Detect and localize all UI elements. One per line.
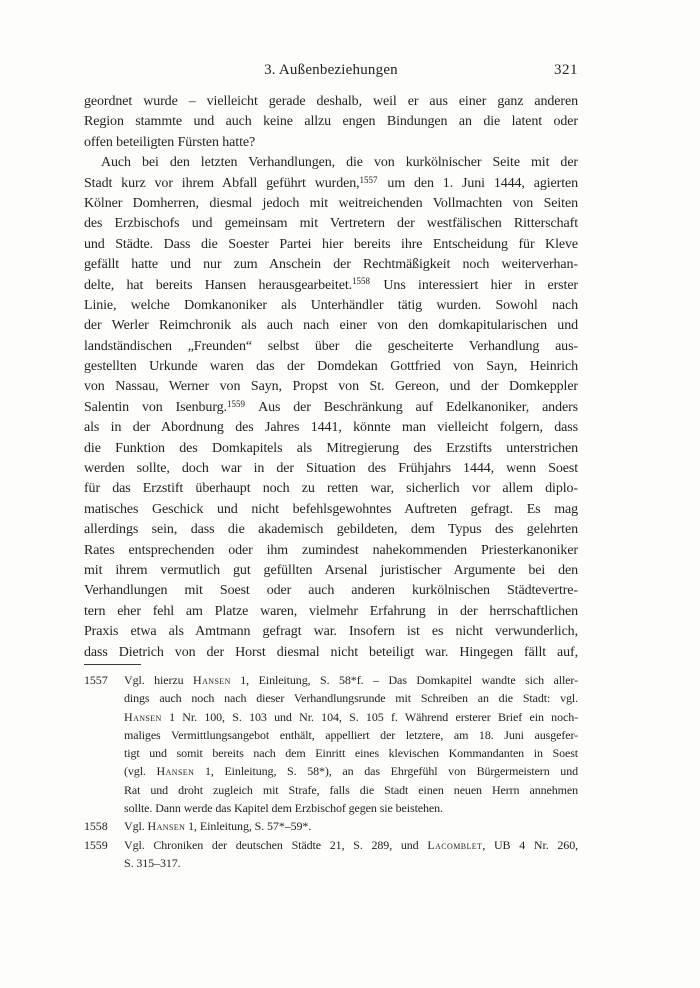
text-line: Kölner Domherren, diesmal jedoch mit weitreichenden Vollmachten von Seiten — [84, 195, 578, 211]
page-header — [84, 60, 578, 80]
page-number: 321 — [554, 62, 578, 78]
text-line: Linie, welche Domkanoniker als Unterhändler tätig wurden. Sowohl nach — [84, 297, 578, 313]
text-line: S. 315–317. — [124, 855, 181, 870]
footnote-number: 1558 — [84, 819, 108, 834]
footnote-text — [124, 671, 578, 817]
footnote-ref: 1557 — [359, 174, 378, 185]
text-line: Rat und droht zugleich mit Strafe, falls die Stadt einen neuen Herrn annehmen — [124, 782, 578, 797]
text-line: gestellten Urkunde waren das der Domdekan Gottfried von Sayn, Heinrich — [84, 359, 578, 375]
small-caps-name: Hansen — [193, 673, 231, 687]
text-line: dass Dietrich von der Horst diesmal nicht beteiligt war. Hingegen fällt auf, — [84, 644, 578, 660]
text-line: Stadt kurz vor ihrem Abfall geführt wurden,$^{1557}$ um den 1. Juni 1444, agierten — [84, 174, 578, 191]
text-line: gefällt hatte und nur zum Anschein der Rechtmäßigkeit noch weiterverhan- — [84, 257, 578, 273]
text-line: Vgl. hierzu Hansen 1, Einleitung, S. 58*f. – Das Domkapitel wandte sich aller- — [124, 673, 578, 687]
text-line: maliges Vermittlungsangebot enthält, appelliert der letztere, am 18. Juni ausgefer- — [124, 727, 578, 742]
text-line: und Städte. Dass die Soester Partei hier bereits ihre Entscheidung für Kleve — [84, 236, 578, 252]
text-line: des Erzbischofs und gemeinsam mit Vertretern der westfälischen Ritterschaft — [84, 216, 578, 232]
text-line: sollte. Dann werde das Kapitel dem Erzbischof gegen sie beistehen. — [124, 801, 443, 816]
small-caps-name: Hansen — [124, 709, 162, 724]
small-caps-name: Hansen — [156, 764, 195, 779]
text-line: offen beteiligten Fürsten hatte? — [84, 134, 256, 150]
text-line: Vgl. Chroniken der deutschen Städte 21, S. 289, und Lacomblet, UB 4 Nr. 260, — [124, 837, 578, 852]
text-line: tigt und somit bereits nach dem Einritt eines klevischen Kommandanten in Soest — [124, 746, 578, 761]
text-line: Region stammte und auch keine allzu engen Bindungen an die latent oder — [84, 114, 578, 130]
footnote-number: 1559 — [84, 837, 108, 852]
text-line: (vgl. Hansen 1, Einleitung, S. 58*), an das Ehrgefühl von Bürgermeistern und — [124, 764, 578, 779]
text-line: der Werler Reimchronik als auch nach einer von den domkapitularischen und — [84, 318, 578, 334]
footnote-ref: 1559 — [226, 398, 245, 409]
footnote-text — [124, 817, 578, 835]
running-title: 3. Außenbeziehungen — [264, 62, 398, 78]
text-line: mit ihrem vermutlich gut gefüllten Arsenal juristischer Argumente bei den — [84, 562, 578, 578]
text-line: Rates entsprechenden oder ihm zumindest nahekommenden Priesterkanoniker — [84, 542, 578, 558]
footnotes — [84, 671, 578, 872]
footnote-ref: 1558 — [352, 276, 371, 287]
text-line: Vgl. Hansen 1, Einleitung, S. 57*–59*. — [124, 819, 312, 834]
text-line: tern eher fehl am Platze waren, vielmehr Erfahrung in der herrschaftlichen — [84, 603, 578, 619]
text-line: geordnet wurde – vielleicht gerade deshalb, weil er aus einer ganz anderen — [84, 94, 578, 109]
footnote-text — [124, 836, 578, 873]
text-line: allerdings sein, dass die akademisch gebildeten, dem Typus des gelehrten — [84, 522, 578, 538]
footnote-separator — [84, 664, 141, 665]
body-text — [84, 92, 578, 663]
text-line: landständischen „Freunden“ selbst über die gescheiterte Verhandlung aus- — [84, 338, 578, 354]
text-line: delte, hat bereits Hansen herausgearbeitet.$^{1558}$ Uns interessiert hier in erster — [84, 276, 578, 293]
text-line: matisches Geschick und nicht befehlsgewohntes Auftreten gefragt. Es mag — [84, 501, 578, 517]
text-line: werden sollte, doch war in der Situation des Frühjahrs 1444, wenn Soest — [84, 461, 578, 477]
text-line: Hansen 1 Nr. 100, S. 103 und Nr. 104, S. 105 f. Während ersterer Brief ein noch- — [124, 709, 578, 724]
footnote — [84, 671, 578, 817]
text-line: dings auch noch nach dieser Verhandlungsrunde mit Schreiben an die Stadt: vgl. — [124, 691, 578, 706]
small-caps-name: Lacomblet — [427, 837, 483, 852]
footnote — [84, 836, 578, 873]
footnote — [84, 817, 578, 835]
text-line: Praxis etwa als Amtmann gefragt war. Insofern ist es nicht verwunderlich, — [84, 624, 578, 640]
text-line: Auch bei den letzten Verhandlungen, die von kurkölnischer Seite mit der — [101, 155, 578, 171]
text-line: die Funktion des Domkapitels als Mitregierung des Erzstifts unterstrichen — [84, 440, 578, 456]
text-line: von Nassau, Werner von Sayn, Propst von St. Gereon, und der Domkeppler — [84, 379, 578, 395]
text-line: Verhandlungen mit Soest oder auch anderen kurkölnischen Städtevertre- — [84, 583, 578, 599]
text-line: als in der Abordnung des Jahres 1441, könnte man vielleicht folgern, dass — [84, 420, 578, 436]
text-line: Salentin von Isenburg.$^{1559}$ Aus der Beschränkung auf Edelkanoniker, anders — [84, 398, 578, 415]
text-line: für das Erzstift überhaupt noch zu retten war, sicherlich vor allem diplo- — [84, 481, 578, 497]
footnote-number: 1557 — [84, 673, 108, 687]
small-caps-name: Hansen — [147, 819, 186, 834]
